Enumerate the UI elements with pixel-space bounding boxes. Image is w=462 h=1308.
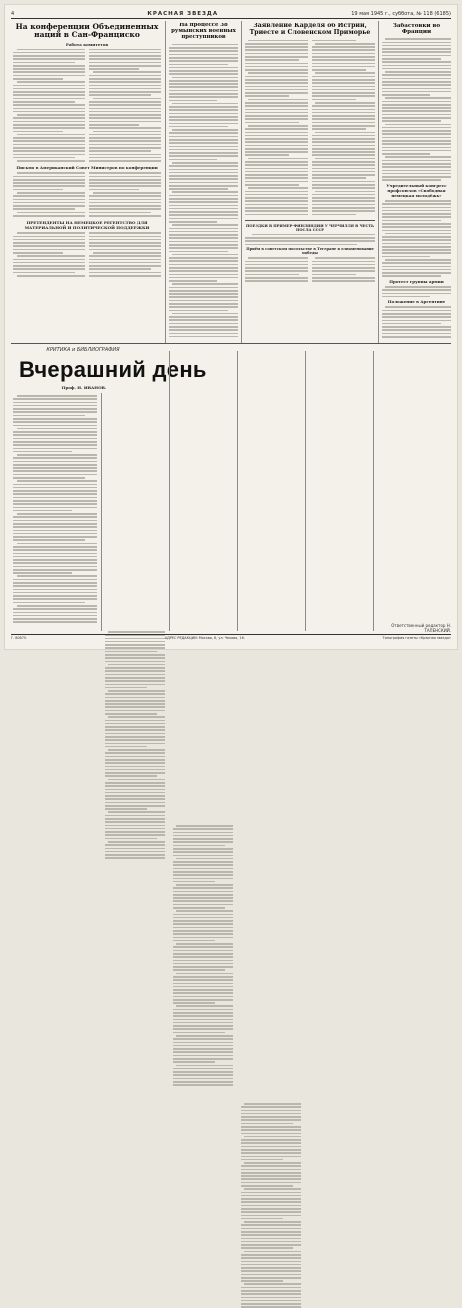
- column-rule: [169, 351, 170, 631]
- newspaper-page: [5, 5, 457, 649]
- section-divider: [11, 343, 451, 344]
- article-subtitle: Приём в советском посольстве в Тегеране в ознаменование победы: [246, 247, 374, 256]
- page-header: [11, 9, 451, 19]
- article-subtitle: Протест группы армии: [389, 279, 444, 285]
- footer-left: Г. 80875.: [11, 636, 28, 640]
- body-text: [245, 40, 375, 217]
- article-title: Забастовки во Франции: [392, 23, 441, 36]
- body-text: [382, 286, 451, 297]
- editor-signature: Ответственный редактор Н. ТАЛЕНСКИЙ.: [391, 623, 451, 633]
- body-text: [245, 257, 375, 283]
- article-title: На конференции Объединенных наций в Сан-Франциско: [15, 23, 159, 40]
- page-footer: [11, 634, 451, 646]
- article-subtitle: Положение в Аргентине: [387, 299, 446, 305]
- page-number: 4: [11, 10, 15, 17]
- feature-column: [241, 1103, 301, 1308]
- body-text: [245, 234, 375, 245]
- feature-column: [173, 825, 233, 1103]
- body-text: [13, 49, 161, 164]
- feature-author: Проф. Н. ИВАНОВ.: [61, 385, 107, 390]
- column-rule: [373, 351, 374, 631]
- article-box-title: ПОЕЗДКИ В ПРИМЕР-ФИНЛЯНДИИ У ЧЕРЧИЛЛЯ В ЧЕСТЬ ПОСЛА СССР: [246, 223, 374, 232]
- masthead: КРАСНАЯ ЗВЕЗДА: [147, 10, 219, 17]
- article-conference: [13, 23, 161, 341]
- feature-title: Вчерашний день: [19, 357, 207, 382]
- body-text: [169, 44, 238, 338]
- issue-info: 19 мая 1945 г., суббота, № 118 (6185): [351, 10, 451, 17]
- article-subtitle: ПРЕТЕНДЕНТЫ НА НЕМЕЦКОЕ РЕГЕНТСТВО ДЛЯ МАТЕРИАЛЬНОЙ И ПОЛИТИЧЕСКОЙ ПОДДЕРЖКИ: [24, 220, 150, 231]
- article-title: На процессе 38 румынских военных преступников: [171, 23, 236, 40]
- article-trial: [169, 23, 238, 341]
- footer-print: Типография газеты «Красная звезда»: [382, 636, 451, 640]
- column-rule: [237, 351, 238, 631]
- article-kardelj: [245, 23, 375, 341]
- column-rule: [165, 21, 166, 343]
- article-strikes: [382, 23, 451, 341]
- column-rule: [305, 351, 306, 631]
- body-text: [382, 306, 451, 337]
- article-subtitle: Работа комитетов: [65, 41, 109, 47]
- feature-column: [13, 395, 97, 631]
- body-text: [382, 38, 451, 181]
- feature-column: [105, 631, 165, 867]
- article-subtitle: Учредительный конгресс профсоюзов «Свободная немецкая молодёжь»: [386, 182, 447, 198]
- body-text: [13, 232, 161, 278]
- column-rule: [378, 21, 379, 343]
- article-subtitle: Письмо в Американский Совет Министров по конференции: [16, 165, 158, 171]
- body-text: [13, 172, 161, 218]
- article-title: Заявление Карделя об Истрии, Триесте и Словенском Приморье: [249, 23, 371, 36]
- body-text: [382, 200, 451, 277]
- column-rule: [241, 21, 242, 343]
- column-rule: [101, 393, 102, 631]
- section-rubric: КРИТИКА и БИБЛИОГРАФИЯ: [46, 347, 120, 353]
- footer-address: АДРЕС РЕДАКЦИИ: Москва, 6, ул. Чехова, 16.: [164, 636, 245, 640]
